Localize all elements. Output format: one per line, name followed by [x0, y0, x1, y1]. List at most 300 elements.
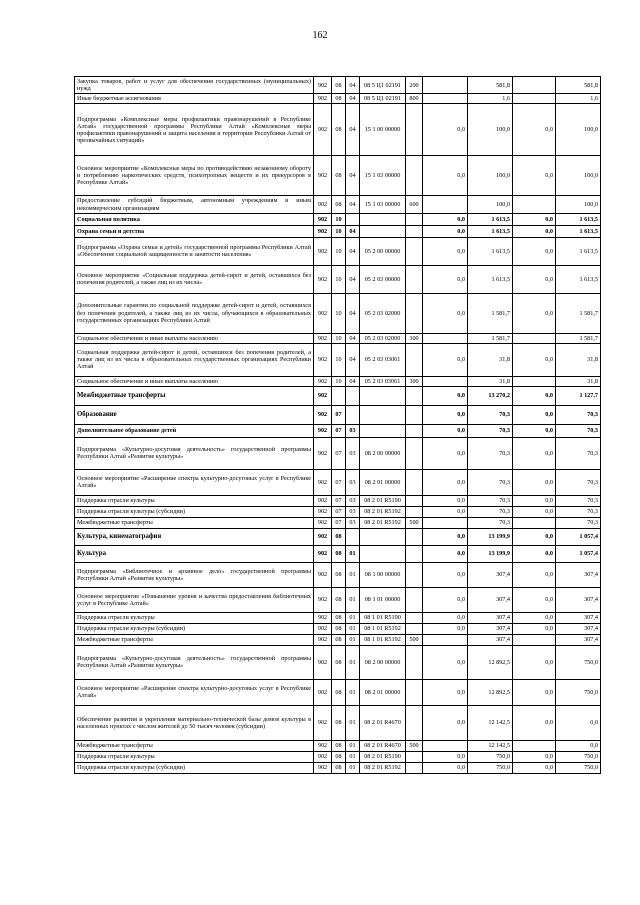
row-subsection-code: 01 — [346, 587, 360, 612]
row-value-4: 70,3 — [556, 495, 601, 506]
row-expense-type — [406, 469, 423, 495]
row-value-2: 12 892,5 — [468, 679, 513, 705]
row-section-code: 10 — [332, 265, 346, 293]
row-name: Основное мероприятие «Комплексные меры по противодействию незаконному обороту и потреблению наркотических средств, психотропных веществ и их прекурсоров в Республике Алтай» — [75, 156, 314, 196]
row-subsection-code: 03 — [346, 517, 360, 528]
row-expense-type: 500 — [406, 740, 423, 751]
row-value-1: 0,0 — [423, 528, 468, 545]
row-value-4: 100,0 — [556, 104, 601, 156]
row-target-article: 08 2 01 R5192 — [360, 517, 406, 528]
row-value-1: 0,0 — [423, 104, 468, 156]
row-section-code: 08 — [332, 705, 346, 740]
table-row — [75, 386, 601, 405]
row-grbs: 902 — [314, 506, 332, 517]
row-section-code: 10 — [332, 213, 346, 225]
row-grbs: 902 — [314, 213, 332, 225]
row-expense-type — [406, 343, 423, 376]
row-expense-type — [406, 528, 423, 545]
row-value-3: 0,0 — [513, 424, 556, 437]
row-target-article: 15 1 03 00000 — [360, 156, 406, 196]
row-value-4: 70,3 — [556, 506, 601, 517]
row-expense-type: 300 — [406, 376, 423, 386]
table-row — [75, 587, 601, 612]
row-target-article: 08 5 Ц1 02191 — [360, 77, 406, 94]
row-value-2: 100,0 — [468, 156, 513, 196]
row-subsection-code — [346, 213, 360, 225]
row-value-1 — [423, 333, 468, 343]
row-subsection-code: 04 — [346, 77, 360, 94]
table-row — [75, 293, 601, 333]
row-grbs: 902 — [314, 562, 332, 587]
row-value-2: 70,3 — [468, 424, 513, 437]
table-row — [75, 196, 601, 213]
row-target-article: 05 2 03 00000 — [360, 265, 406, 293]
row-value-2: 307,4 — [468, 634, 513, 645]
row-value-1: 0,0 — [423, 469, 468, 495]
row-value-3: 0,0 — [513, 705, 556, 740]
table-row — [75, 437, 601, 469]
row-value-4: 1 057,4 — [556, 528, 601, 545]
row-section-code: 10 — [332, 293, 346, 333]
row-value-4: 1 613,5 — [556, 237, 601, 265]
row-grbs: 902 — [314, 679, 332, 705]
row-name: Межбюджетные трансферты — [75, 386, 314, 405]
row-value-2: 307,4 — [468, 562, 513, 587]
row-target-article: 08 2 00 00000 — [360, 437, 406, 469]
row-expense-type — [406, 405, 423, 424]
table-row — [75, 740, 601, 751]
row-value-1 — [423, 196, 468, 213]
row-value-4: 31,8 — [556, 343, 601, 376]
row-value-3 — [513, 77, 556, 94]
row-value-4: 307,4 — [556, 634, 601, 645]
row-subsection-code: 01 — [346, 634, 360, 645]
row-value-2: 13 270,2 — [468, 386, 513, 405]
row-value-4: 581,8 — [556, 77, 601, 94]
row-grbs: 902 — [314, 469, 332, 495]
table-row — [75, 376, 601, 386]
row-target-article: 08 1 00 00000 — [360, 562, 406, 587]
row-name: Поддержка отрасли культуры (субсидии) — [75, 623, 314, 634]
row-value-3: 0,0 — [513, 645, 556, 679]
row-subsection-code: 04 — [346, 104, 360, 156]
row-value-3: 0,0 — [513, 265, 556, 293]
row-value-3: 0,0 — [513, 495, 556, 506]
row-value-3: 0,0 — [513, 545, 556, 562]
row-section-code: 08 — [332, 562, 346, 587]
table-row — [75, 679, 601, 705]
row-value-3: 0,0 — [513, 623, 556, 634]
row-value-4: 70,3 — [556, 517, 601, 528]
table-row — [75, 545, 601, 562]
budget-table-body — [75, 77, 601, 774]
row-expense-type — [406, 293, 423, 333]
row-value-3: 0,0 — [513, 562, 556, 587]
table-row — [75, 469, 601, 495]
row-target-article: 08 2 01 00000 — [360, 679, 406, 705]
row-value-4: 70,3 — [556, 405, 601, 424]
row-value-4: 1 057,4 — [556, 545, 601, 562]
row-value-2: 31,8 — [468, 376, 513, 386]
row-value-3 — [513, 196, 556, 213]
row-expense-type — [406, 225, 423, 237]
row-value-3 — [513, 634, 556, 645]
row-value-4: 1 581,7 — [556, 293, 601, 333]
row-value-3: 0,0 — [513, 612, 556, 623]
row-value-2: 307,4 — [468, 612, 513, 623]
row-section-code: 08 — [332, 587, 346, 612]
row-section-code: 10 — [332, 237, 346, 265]
row-subsection-code: 03 — [346, 437, 360, 469]
row-value-3: 0,0 — [513, 762, 556, 773]
row-value-1: 0,0 — [423, 495, 468, 506]
row-name: Охрана семьи и детства — [75, 225, 314, 237]
row-name: Дополнительные гарантии по социальной поддержке детей-сирот и детей, оставшихся без попечения родителей, а также лиц из их числа, обучающихся в образовательных государственных организациях Республики Алтай — [75, 293, 314, 333]
row-expense-type — [406, 104, 423, 156]
row-expense-type: 200 — [406, 77, 423, 94]
row-value-2: 307,4 — [468, 623, 513, 634]
row-value-1: 0,0 — [423, 562, 468, 587]
table-row — [75, 517, 601, 528]
row-subsection-code: 04 — [346, 265, 360, 293]
row-value-1: 0,0 — [423, 679, 468, 705]
row-value-3: 0,0 — [513, 528, 556, 545]
row-value-1 — [423, 94, 468, 104]
row-value-3 — [513, 376, 556, 386]
row-section-code: 08 — [332, 156, 346, 196]
row-section-code: 10 — [332, 376, 346, 386]
row-grbs: 902 — [314, 405, 332, 424]
row-value-1: 0,0 — [423, 237, 468, 265]
table-row — [75, 237, 601, 265]
row-section-code: 08 — [332, 623, 346, 634]
table-row — [75, 343, 601, 376]
row-value-1: 0,0 — [423, 343, 468, 376]
row-expense-type — [406, 265, 423, 293]
row-grbs: 902 — [314, 612, 332, 623]
row-value-4: 750,0 — [556, 679, 601, 705]
row-expense-type: 500 — [406, 517, 423, 528]
row-subsection-code: 04 — [346, 376, 360, 386]
row-subsection-code — [346, 405, 360, 424]
row-value-1: 0,0 — [423, 612, 468, 623]
row-subsection-code: 01 — [346, 562, 360, 587]
row-subsection-code: 04 — [346, 293, 360, 333]
row-value-1: 0,0 — [423, 751, 468, 762]
row-name: Основное мероприятие «Социальная поддержка детей-сирот и детей, оставшихся без попечения родителей, а также лиц из их числа» — [75, 265, 314, 293]
row-section-code: 07 — [332, 506, 346, 517]
table-row — [75, 333, 601, 343]
row-value-2: 1 613,5 — [468, 237, 513, 265]
row-grbs: 902 — [314, 762, 332, 773]
row-subsection-code: 01 — [346, 751, 360, 762]
row-value-2: 12 142,5 — [468, 740, 513, 751]
row-value-4: 1 613,5 — [556, 225, 601, 237]
row-value-3: 0,0 — [513, 213, 556, 225]
row-value-1: 0,0 — [423, 587, 468, 612]
row-target-article: 08 2 01 00000 — [360, 469, 406, 495]
row-name: Основное мероприятие «Расширение спектра культурно-досуговых услуг в Республике Алтай» — [75, 679, 314, 705]
row-target-article: 05 2 03 03061 — [360, 376, 406, 386]
row-value-2: 1 581,7 — [468, 333, 513, 343]
row-subsection-code: 03 — [346, 495, 360, 506]
row-section-code: 08 — [332, 634, 346, 645]
row-value-3: 0,0 — [513, 225, 556, 237]
row-value-2: 307,4 — [468, 587, 513, 612]
row-name: Поддержка отрасли культуры — [75, 751, 314, 762]
table-row — [75, 495, 601, 506]
row-name: Иные бюджетные ассигнования — [75, 94, 314, 104]
row-target-article: 08 2 01 R5192 — [360, 762, 406, 773]
row-value-1: 0,0 — [423, 623, 468, 634]
row-section-code: 07 — [332, 495, 346, 506]
table-row — [75, 265, 601, 293]
row-section-code: 08 — [332, 612, 346, 623]
row-name: Предоставление субсидий бюджетным, автономным учреждениям и иным некоммерческим организациям — [75, 196, 314, 213]
row-value-3: 0,0 — [513, 437, 556, 469]
row-section-code: 08 — [332, 528, 346, 545]
row-value-1: 0,0 — [423, 213, 468, 225]
row-grbs: 902 — [314, 225, 332, 237]
row-value-2: 1 613,5 — [468, 213, 513, 225]
row-subsection-code: 04 — [346, 333, 360, 343]
row-expense-type — [406, 623, 423, 634]
row-expense-type — [406, 679, 423, 705]
row-grbs: 902 — [314, 376, 332, 386]
row-value-1: 0,0 — [423, 545, 468, 562]
row-expense-type — [406, 545, 423, 562]
row-section-code: 10 — [332, 225, 346, 237]
row-value-2: 31,8 — [468, 343, 513, 376]
row-value-4: 307,4 — [556, 612, 601, 623]
row-value-2: 100,0 — [468, 104, 513, 156]
row-subsection-code: 03 — [346, 506, 360, 517]
row-value-4: 100,0 — [556, 196, 601, 213]
row-subsection-code: 01 — [346, 679, 360, 705]
row-target-article: 08 1 01 R5192 — [360, 634, 406, 645]
table-row — [75, 424, 601, 437]
row-target-article: 08 1 01 00000 — [360, 587, 406, 612]
row-grbs: 902 — [314, 740, 332, 751]
row-target-article — [360, 545, 406, 562]
row-grbs: 902 — [314, 517, 332, 528]
row-value-3 — [513, 333, 556, 343]
row-target-article: 08 1 01 R5190 — [360, 612, 406, 623]
row-subsection-code: 04 — [346, 225, 360, 237]
row-value-2: 750,0 — [468, 762, 513, 773]
row-expense-type: 800 — [406, 94, 423, 104]
row-value-1: 0,0 — [423, 156, 468, 196]
row-name: Межбюджетные трансферты — [75, 517, 314, 528]
row-grbs: 902 — [314, 77, 332, 94]
row-target-article — [360, 424, 406, 437]
row-target-article: 08 5 Ц1 02191 — [360, 94, 406, 104]
row-name: Поддержка отрасли культуры (субсидии) — [75, 762, 314, 773]
row-target-article: 05 2 03 02000 — [360, 333, 406, 343]
row-expense-type — [406, 506, 423, 517]
table-row — [75, 645, 601, 679]
row-grbs: 902 — [314, 237, 332, 265]
row-value-4: 750,0 — [556, 762, 601, 773]
row-value-4: 307,4 — [556, 587, 601, 612]
table-row — [75, 506, 601, 517]
row-section-code: 08 — [332, 94, 346, 104]
row-value-4: 1 127,7 — [556, 386, 601, 405]
row-value-2: 13 199,9 — [468, 545, 513, 562]
row-value-2: 70,3 — [468, 469, 513, 495]
row-section-code: 08 — [332, 104, 346, 156]
row-target-article: 08 2 01 R5190 — [360, 751, 406, 762]
row-name: Подпрограмма «Культурно-досуговая деятельность» государственной программы Республики Алтай «Развитие культуры» — [75, 437, 314, 469]
row-section-code: 07 — [332, 424, 346, 437]
table-row — [75, 623, 601, 634]
row-section-code: 08 — [332, 679, 346, 705]
row-subsection-code: 01 — [346, 612, 360, 623]
table-row — [75, 562, 601, 587]
row-expense-type: 300 — [406, 333, 423, 343]
row-target-article: 08 2 01 R5192 — [360, 506, 406, 517]
row-name: Дополнительное образование детей — [75, 424, 314, 437]
row-value-4: 1 613,5 — [556, 213, 601, 225]
row-value-2: 70,3 — [468, 517, 513, 528]
row-grbs: 902 — [314, 386, 332, 405]
row-section-code: 08 — [332, 77, 346, 94]
row-section-code — [332, 386, 346, 405]
row-section-code: 07 — [332, 437, 346, 469]
row-value-2: 1,6 — [468, 94, 513, 104]
row-grbs: 902 — [314, 545, 332, 562]
row-expense-type — [406, 587, 423, 612]
row-value-2: 1 613,5 — [468, 265, 513, 293]
row-expense-type — [406, 386, 423, 405]
row-value-4: 750,0 — [556, 645, 601, 679]
row-value-1: 0,0 — [423, 705, 468, 740]
row-value-4: 100,0 — [556, 156, 601, 196]
row-expense-type — [406, 156, 423, 196]
row-value-3 — [513, 740, 556, 751]
row-section-code: 08 — [332, 740, 346, 751]
budget-table — [74, 76, 601, 774]
table-row — [75, 634, 601, 645]
row-value-2: 13 199,9 — [468, 528, 513, 545]
row-value-1 — [423, 376, 468, 386]
row-expense-type: 600 — [406, 196, 423, 213]
row-value-2: 70,3 — [468, 405, 513, 424]
page-number: 162 — [312, 30, 328, 41]
row-subsection-code: 01 — [346, 740, 360, 751]
row-subsection-code: 01 — [346, 623, 360, 634]
row-grbs: 902 — [314, 587, 332, 612]
row-value-4: 1,6 — [556, 94, 601, 104]
row-value-1: 0,0 — [423, 645, 468, 679]
row-value-3: 0,0 — [513, 104, 556, 156]
row-value-3: 0,0 — [513, 293, 556, 333]
row-subsection-code: 03 — [346, 469, 360, 495]
row-target-article: 05 2 03 02000 — [360, 293, 406, 333]
row-grbs: 902 — [314, 495, 332, 506]
row-expense-type — [406, 437, 423, 469]
table-row — [75, 94, 601, 104]
row-name: Межбюджетные трансферты — [75, 634, 314, 645]
row-value-1 — [423, 634, 468, 645]
row-target-article — [360, 213, 406, 225]
row-value-3 — [513, 517, 556, 528]
row-section-code: 08 — [332, 762, 346, 773]
row-expense-type — [406, 237, 423, 265]
row-value-1: 0,0 — [423, 506, 468, 517]
row-value-4: 307,4 — [556, 623, 601, 634]
row-expense-type — [406, 762, 423, 773]
row-name: Культура, кинематография — [75, 528, 314, 545]
row-name: Культура — [75, 545, 314, 562]
row-grbs: 902 — [314, 94, 332, 104]
row-value-4: 31,8 — [556, 376, 601, 386]
row-subsection-code: 01 — [346, 762, 360, 773]
row-grbs: 902 — [314, 751, 332, 762]
row-subsection-code: 01 — [346, 705, 360, 740]
row-name: Социальная политика — [75, 213, 314, 225]
row-value-3: 0,0 — [513, 156, 556, 196]
row-value-1: 0,0 — [423, 762, 468, 773]
row-name: Подпрограмма «Библиотечное и архивное дело» государственной программы Республики Алтай «Развитие культуры» — [75, 562, 314, 587]
row-target-article: 15 1 03 00000 — [360, 196, 406, 213]
row-value-3: 0,0 — [513, 405, 556, 424]
row-grbs: 902 — [314, 343, 332, 376]
row-target-article: 08 2 01 R5190 — [360, 495, 406, 506]
table-row — [75, 213, 601, 225]
row-grbs: 902 — [314, 196, 332, 213]
row-expense-type: 500 — [406, 634, 423, 645]
row-value-3: 0,0 — [513, 506, 556, 517]
row-value-2: 581,8 — [468, 77, 513, 94]
row-expense-type — [406, 612, 423, 623]
row-name: Обеспечение развития и укрепления материально-технической базы домов культуры в населенных пунктах с числом жителей до 50 тысяч человек (субсидии) — [75, 705, 314, 740]
row-value-2: 100,0 — [468, 196, 513, 213]
row-name: Основное мероприятие «Повышение уровня и качества предоставления библиотечных услуг в Республике Алтай» — [75, 587, 314, 612]
row-value-2: 1 581,7 — [468, 293, 513, 333]
row-name: Подпрограмма «Комплексные меры профилактики правонарушений в Республике Алтай» государственной программы Республики Алтай «Комплексные меры профилактики правонарушений и защита населения и территории Республики Алтай от чрезвычайных ситуаций» — [75, 104, 314, 156]
table-row — [75, 225, 601, 237]
row-expense-type — [406, 705, 423, 740]
row-name: Подпрограмма «Охрана семьи и детей» государственной программы Республики Алтай «Обеспечение социальной защищенности и занятости населения» — [75, 237, 314, 265]
row-expense-type — [406, 645, 423, 679]
row-target-article — [360, 225, 406, 237]
row-target-article: 08 1 01 R5192 — [360, 623, 406, 634]
row-value-3: 0,0 — [513, 469, 556, 495]
row-section-code: 08 — [332, 645, 346, 679]
row-grbs: 902 — [314, 156, 332, 196]
row-subsection-code — [346, 386, 360, 405]
row-value-3: 0,0 — [513, 237, 556, 265]
row-subsection-code: 04 — [346, 237, 360, 265]
row-expense-type — [406, 562, 423, 587]
row-target-article: 05 2 03 03061 — [360, 343, 406, 376]
row-section-code: 08 — [332, 196, 346, 213]
row-value-2: 12 892,5 — [468, 645, 513, 679]
row-value-2: 70,3 — [468, 506, 513, 517]
row-value-4: 70,3 — [556, 469, 601, 495]
table-row — [75, 612, 601, 623]
row-value-1: 0,0 — [423, 405, 468, 424]
row-value-4: 70,3 — [556, 424, 601, 437]
row-subsection-code: 04 — [346, 156, 360, 196]
row-value-3: 0,0 — [513, 386, 556, 405]
row-target-article: 15 1 00 00000 — [360, 104, 406, 156]
row-section-code: 07 — [332, 469, 346, 495]
row-grbs: 902 — [314, 293, 332, 333]
row-target-article: 08 2 01 R4670 — [360, 740, 406, 751]
row-value-3: 0,0 — [513, 343, 556, 376]
